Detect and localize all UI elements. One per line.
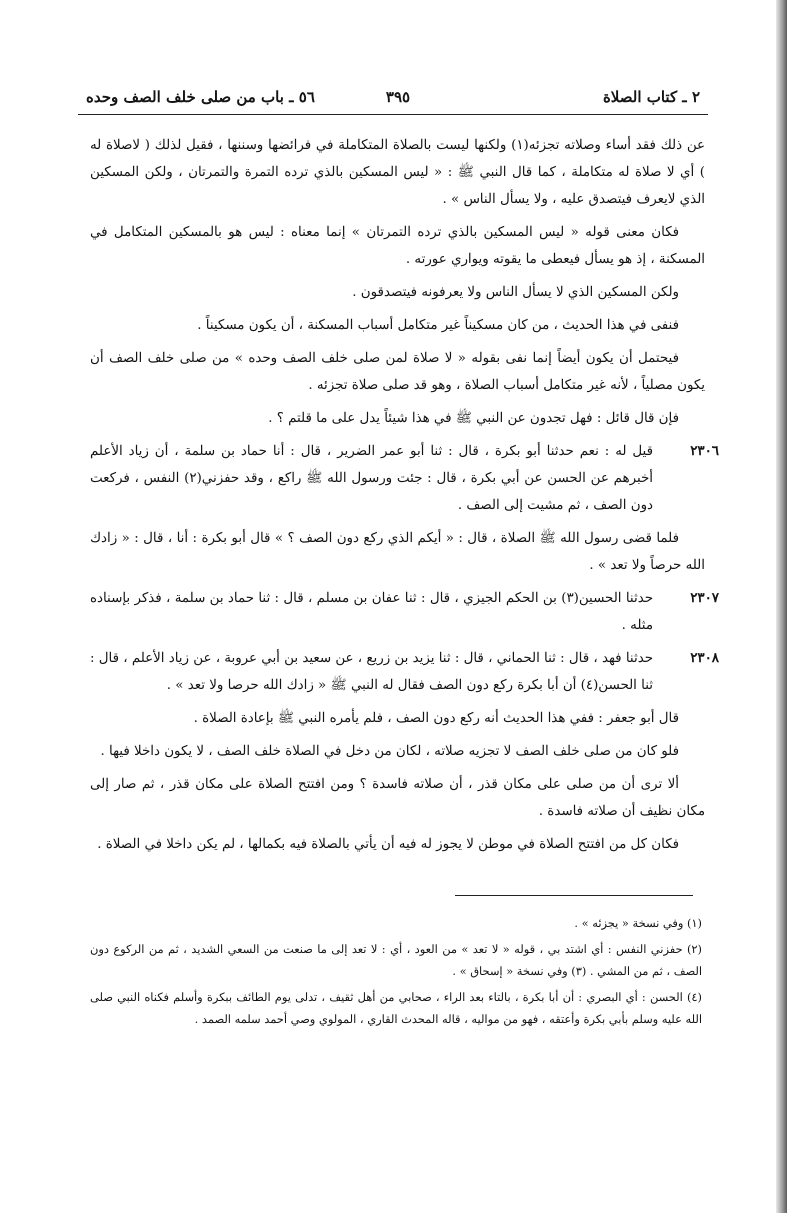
paragraph: قال أبو جعفر : ففي هذا الحديث أنه ركع دون الصف ، فلم يأمره النبي ﷺ بإعادة الصلاة . <box>193 711 679 726</box>
hadith-2308 <box>90 645 719 699</box>
footnote: (٢) حفزني النفس : أي اشتد بي ، قوله « لا تعد » من العود ، أي : لا تعد إلى ما صنعت من السعي الشديد ، ثم من الركوع دون الصف ، ثم من المشي . (٣) وفي نسخة « إسحاق » . <box>90 942 702 978</box>
footnote: (١) وفي نسخة « يجزئه » . <box>574 916 702 930</box>
footnotes <box>90 912 702 1034</box>
page-number: ٣٩٥ <box>385 88 411 106</box>
footnote-rule <box>455 895 693 896</box>
hadith-text: قيل له : نعم حدثنا أبو بكرة ، قال : ثنا أبو عمر الضرير ، قال : أنا حماد بن سلمة ، أن زياد الأعلم أخبرهم عن الحسن عن أبي بكرة ، قال : جئت ورسول الله ﷺ راكع ، وقد حفزني(٢) النفس ، فركعت دون الصف ، ثم مشيت إلى الصف . <box>90 444 653 513</box>
running-header <box>78 84 708 114</box>
paragraph: ولكن المسكين الذي لا يسأل الناس ولا يعرفونه فيتصدقون . <box>352 285 679 300</box>
paragraph: ألا ترى أن من صلى على مكان قذر ، أن صلاته فاسدة ؟ ومن افتتح الصلاة على مكان قذر ، ثم صار إلى مكان نظيف أن صلاته فاسدة . <box>90 777 705 819</box>
paragraph: فلما قضى رسول الله ﷺ الصلاة ، قال : « أيكم الذي ركع دون الصف ؟ » قال أبو بكرة : أنا ، قال : « زادك الله حرصاً ولا تعد » . <box>90 531 705 573</box>
chapter-title: ٢ ـ كتاب الصلاة <box>602 88 700 106</box>
paragraph: فكان كل من افتتح الصلاة في موطن لا يجوز له فيه أن يأتي بالصلاة فيه بكمالها ، لم يكن داخلا في الصلاة . <box>97 837 679 852</box>
paragraph: عن ذلك فقد أساء وصلاته تجزئه(١) ولكنها ليست بالصلاة المتكاملة في فرائضها وسننها ، فقيل لذلك ( لاصلاة له ) أي لا صلاة له متكاملة ، كما قال النبي ﷺ : « ليس المسكين بالذي ترده التمرة والتمرتان ، ولكن المسكين الذي لايعرف فيتصدق عليه ، ولا يسأل الناس » . <box>90 138 705 207</box>
paragraph: فلو كان من صلى خلف الصف لا تجزيه صلاته ، لكان من دخل في الصلاة خلف الصف ، لا يكون داخلا فيها . <box>100 744 679 759</box>
hadith-number: ٢٣٠٨ <box>690 650 719 666</box>
hadith-number: ٢٣٠٧ <box>690 590 719 606</box>
hadith-2307 <box>90 585 719 639</box>
page-edge-shadow <box>776 0 787 1213</box>
hadith-text: حدثنا فهد ، قال : ثنا الحماني ، قال : ثنا يزيد بن زريع ، عن سعيد بن أبي عروبة ، عن زياد الأعلم ، قال : ثنا الحسن(٤) أن أبا بكرة ركع دون الصف فقال له النبي ﷺ « زادك الله حرصا ولا تعد » . <box>90 651 653 693</box>
paragraph: فكان معنى قوله « ليس المسكين بالذي ترده التمرتان » إنما معناه : ليس هو بالمسكين المتكامل في المسكنة ، إذ هو يسأل فيعطى ما يقوته ويواري عورته . <box>90 225 705 267</box>
paragraph: فيحتمل أن يكون أيضاً إنما نفى بقوله « لا صلاة لمن صلى خلف الصف وحده » من صلى خلف الصف أن يكون مصلياً ، لأنه غير متكامل أسباب الصلاة ، وهو قد صلى صلاة تجزئه . <box>90 351 705 393</box>
paragraph: فنفى في هذا الحديث ، من كان مسكيناً غير متكامل أسباب المسكنة ، أن يكون مسكيناً . <box>197 318 679 333</box>
hadith-text: حدثنا الحسين(٣) بن الحكم الجيزي ، قال : ثنا عفان بن مسلم ، قال : ثنا حماد بن سلمة ، فذكر بإسناده مثله . <box>90 591 653 633</box>
section-title: ٥٦ ـ باب من صلى خلف الصف وحده <box>86 88 315 106</box>
hadith-2306 <box>90 438 719 519</box>
main-text <box>90 132 719 864</box>
paragraph: فإن قال قائل : فهل تجدون عن النبي ﷺ في هذا شيئاً يدل على ما قلتم ؟ . <box>268 411 679 426</box>
footnote: (٤) الحسن : أي البصري : أن أبا بكرة ، بالتاء بعد الراء ، صحابي من أهل ثقيف ، تدلى يوم الطائف ببكرة وأسلم فكناه النبي صلى الله عليه وسلم بأبي بكرة وأعتقه ، فهو من مواليه ، قاله المحدث القاري ، المولوي وصي أحمد سلمه الصمد . <box>90 990 702 1026</box>
hadith-number: ٢٣٠٦ <box>690 443 719 459</box>
header-rule <box>78 114 708 115</box>
